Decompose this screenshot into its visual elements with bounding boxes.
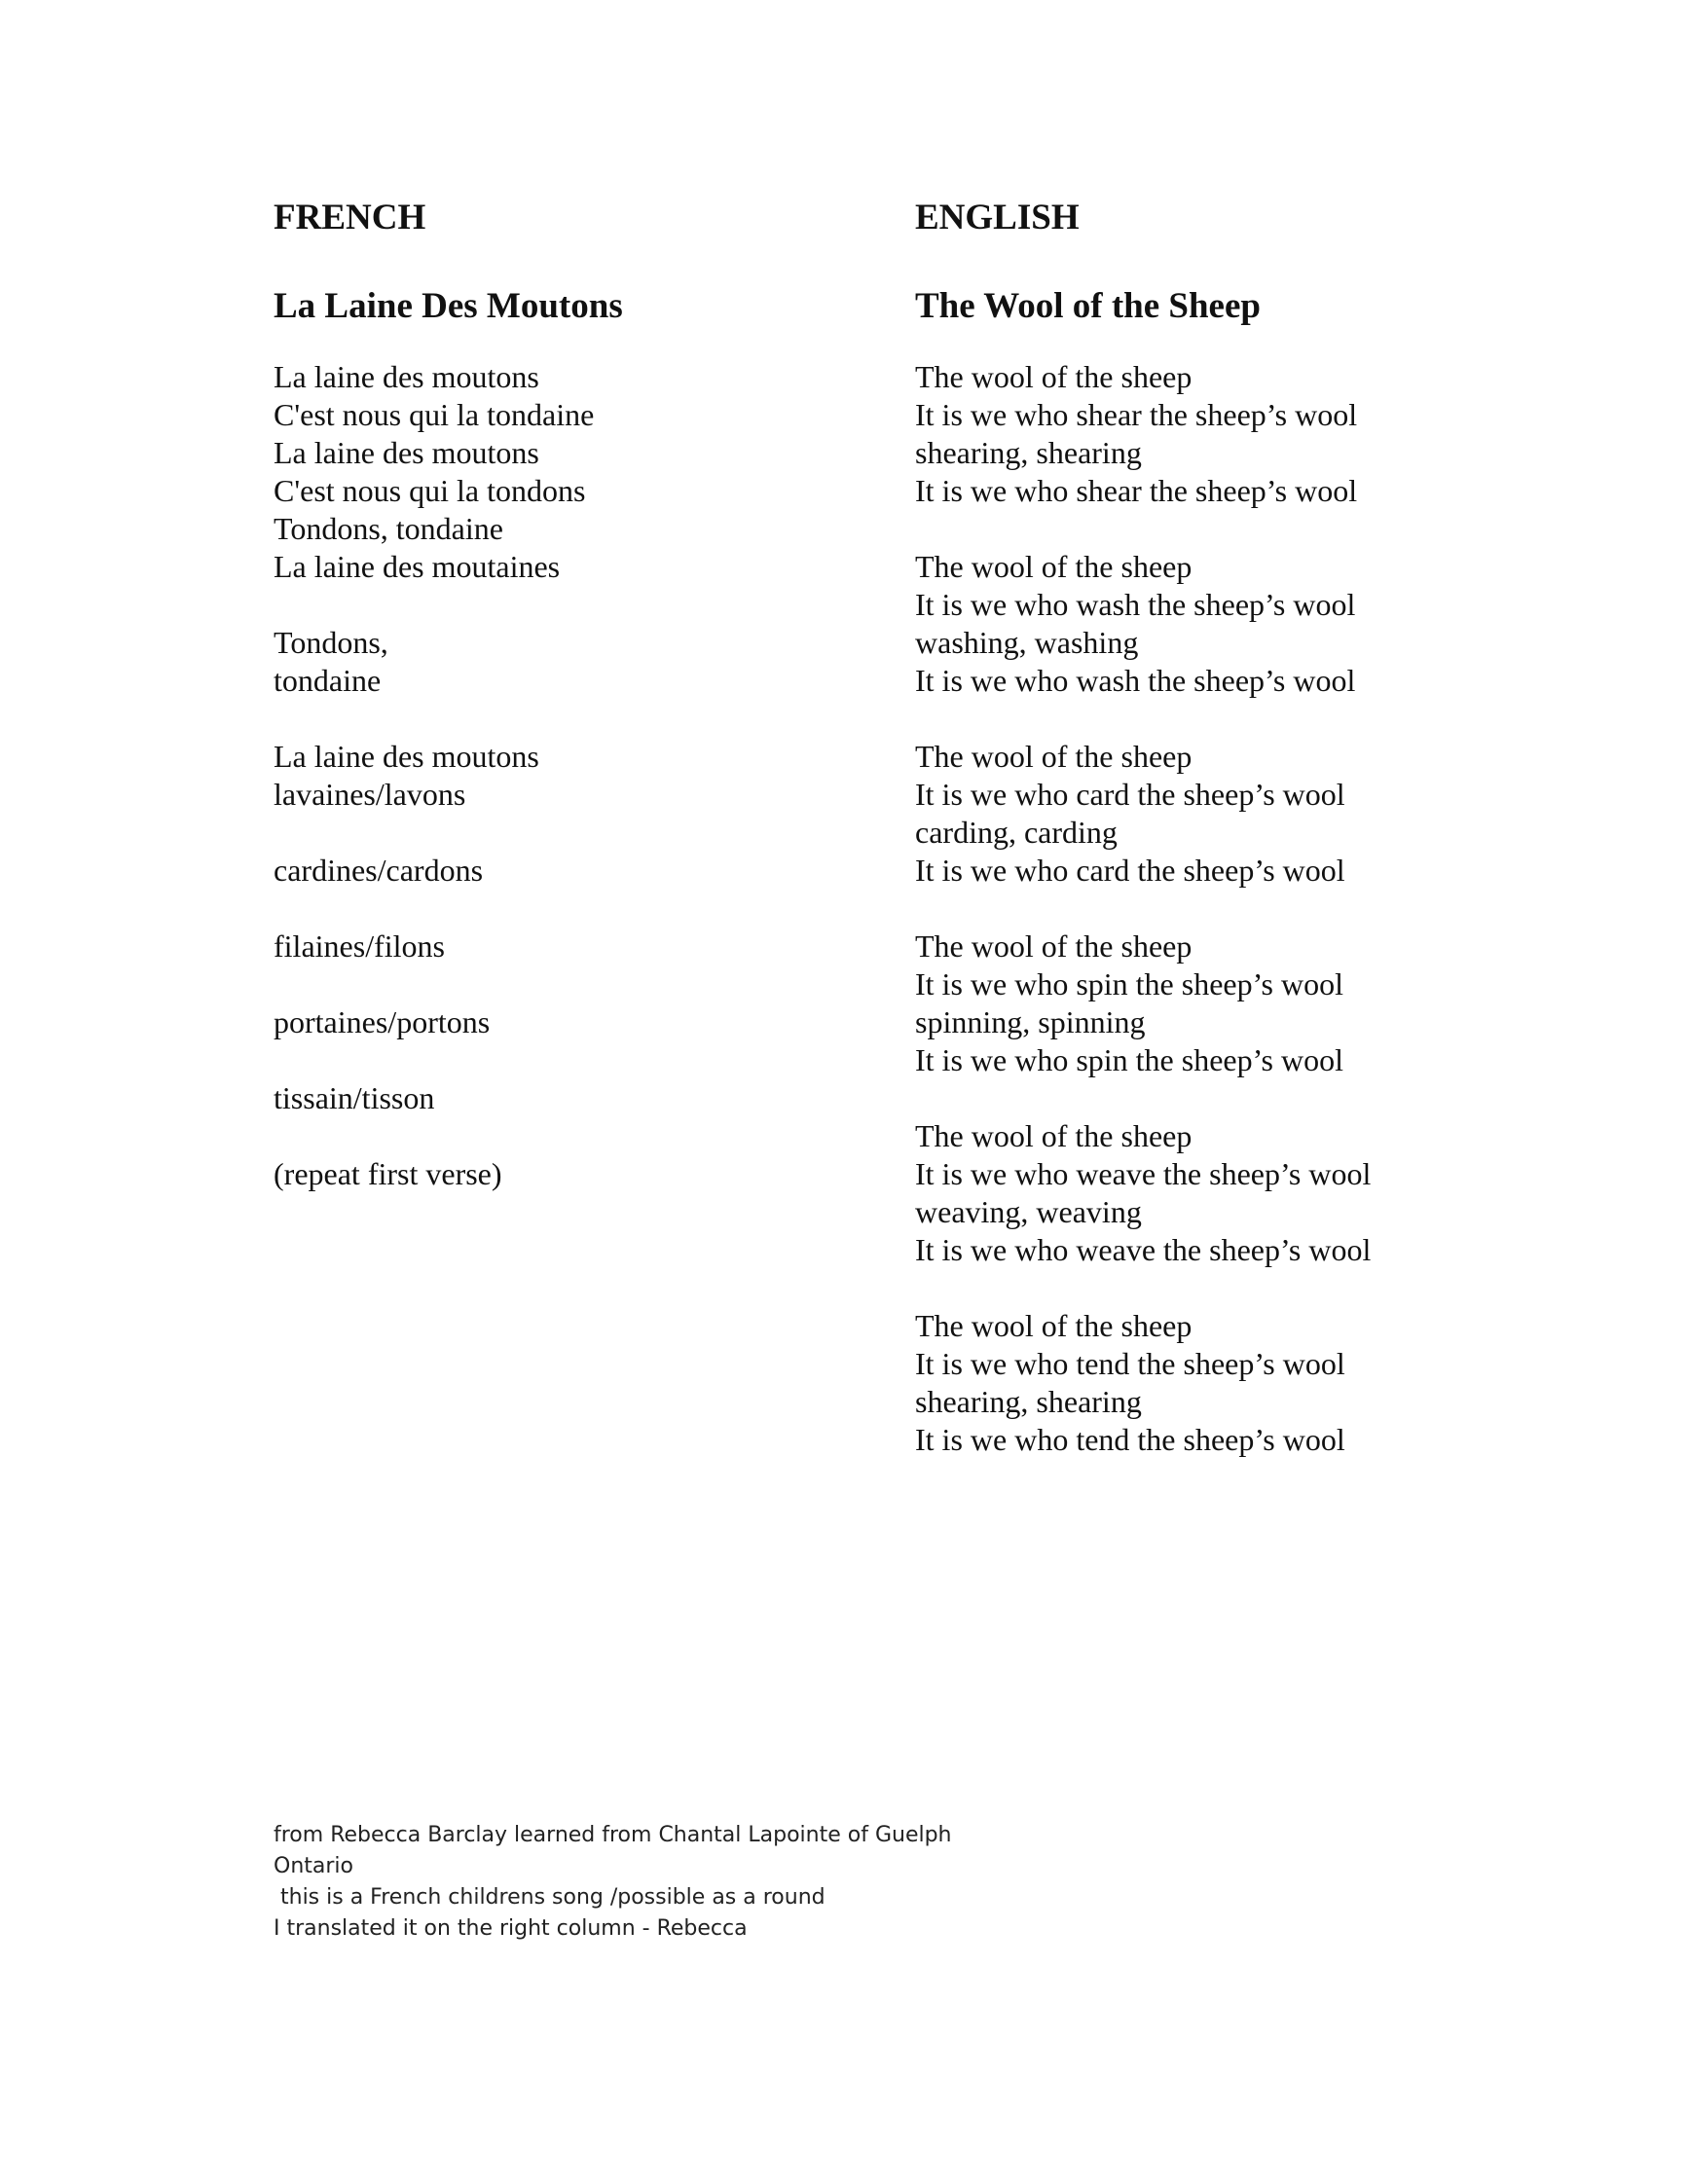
stanza-break xyxy=(274,586,858,624)
lyric-line: Tondons, tondaine xyxy=(274,511,503,546)
lyric-line: The wool of the sheep xyxy=(915,928,1193,964)
lyric-line: shearing, shearing xyxy=(915,1384,1142,1419)
french-song-title: La Laine Des Moutons xyxy=(274,286,623,326)
stanza-break xyxy=(915,1269,1596,1307)
lyric-line: It is we who shear the sheep’s wool xyxy=(915,397,1358,432)
lyric-line: La laine des moutons xyxy=(274,435,539,470)
lyric-line: It is we who card the sheep’s wool xyxy=(915,853,1345,888)
lyric-line: C'est nous qui la tondons xyxy=(274,473,586,508)
lyric-line: washing, washing xyxy=(915,625,1139,660)
stanza-break xyxy=(915,700,1596,738)
lyric-line: weaving, weaving xyxy=(915,1194,1142,1229)
lyric-line: It is we who spin the sheep’s wool xyxy=(915,1042,1343,1077)
lyric-line: The wool of the sheep xyxy=(915,1118,1193,1153)
lyric-line: It is we who wash the sheep’s wool xyxy=(915,587,1356,622)
lyric-line: (repeat first verse) xyxy=(274,1156,502,1191)
stanza-break xyxy=(274,814,858,852)
footnote-line: this is a French childrens song /possible as a round xyxy=(274,1885,826,1910)
stanza-break xyxy=(915,510,1596,548)
lyric-line: The wool of the sheep xyxy=(915,549,1193,584)
lyric-line: tondaine xyxy=(274,663,382,698)
lyric-line: carding, carding xyxy=(915,815,1118,850)
stanza-break xyxy=(274,890,858,928)
lyric-line: The wool of the sheep xyxy=(915,739,1193,774)
lyric-line: It is we who card the sheep’s wool xyxy=(915,777,1345,812)
lyric-line: lavaines/lavons xyxy=(274,777,466,812)
lyric-line: Tondons, xyxy=(274,625,388,660)
english-song-title: The Wool of the Sheep xyxy=(915,286,1261,326)
lyric-line: portaines/portons xyxy=(274,1004,491,1039)
stanza-break xyxy=(274,1117,858,1155)
stanza-break xyxy=(274,700,858,738)
lyric-line: cardines/cardons xyxy=(274,853,484,888)
lyric-line: spinning, spinning xyxy=(915,1004,1146,1039)
lyric-line: La laine des moutons xyxy=(274,359,539,394)
lyric-line: filaines/filons xyxy=(274,928,445,964)
footnote-line: I translated it on the right column - Rebecca xyxy=(274,1916,748,1941)
french-column xyxy=(274,195,858,1193)
french-lyrics xyxy=(274,358,858,1193)
lyric-line: It is we who shear the sheep’s wool xyxy=(915,473,1358,508)
lyric-line: It is we who spin the sheep’s wool xyxy=(915,966,1343,1001)
lyric-line: La laine des moutons xyxy=(274,739,539,774)
lyric-line: It is we who tend the sheep’s wool xyxy=(915,1346,1345,1381)
stanza-break xyxy=(915,1079,1596,1117)
english-column xyxy=(915,195,1596,1459)
english-lyrics xyxy=(915,358,1596,1459)
lyric-line: C'est nous qui la tondaine xyxy=(274,397,595,432)
lyric-line: It is we who weave the sheep’s wool xyxy=(915,1156,1372,1191)
english-heading: ENGLISH xyxy=(915,198,1080,237)
lyric-line: It is we who wash the sheep’s wool xyxy=(915,663,1356,698)
stanza-break xyxy=(274,1041,858,1079)
footnote-line: Ontario xyxy=(274,1854,353,1878)
stanza-break xyxy=(274,965,858,1003)
attribution-note xyxy=(274,1820,955,1945)
lyric-line: It is we who weave the sheep’s wool xyxy=(915,1232,1372,1267)
lyric-line: shearing, shearing xyxy=(915,435,1142,470)
stanza-break xyxy=(915,890,1596,928)
lyric-line: The wool of the sheep xyxy=(915,1308,1193,1343)
footnote-line: from Rebecca Barclay learned from Chantal Lapointe of Guelph xyxy=(274,1823,952,1847)
lyric-line: tissain/tisson xyxy=(274,1080,435,1115)
lyric-line: It is we who tend the sheep’s wool xyxy=(915,1422,1345,1457)
french-heading: FRENCH xyxy=(274,198,426,237)
lyric-line: The wool of the sheep xyxy=(915,359,1193,394)
lyric-line: La laine des moutaines xyxy=(274,549,561,584)
